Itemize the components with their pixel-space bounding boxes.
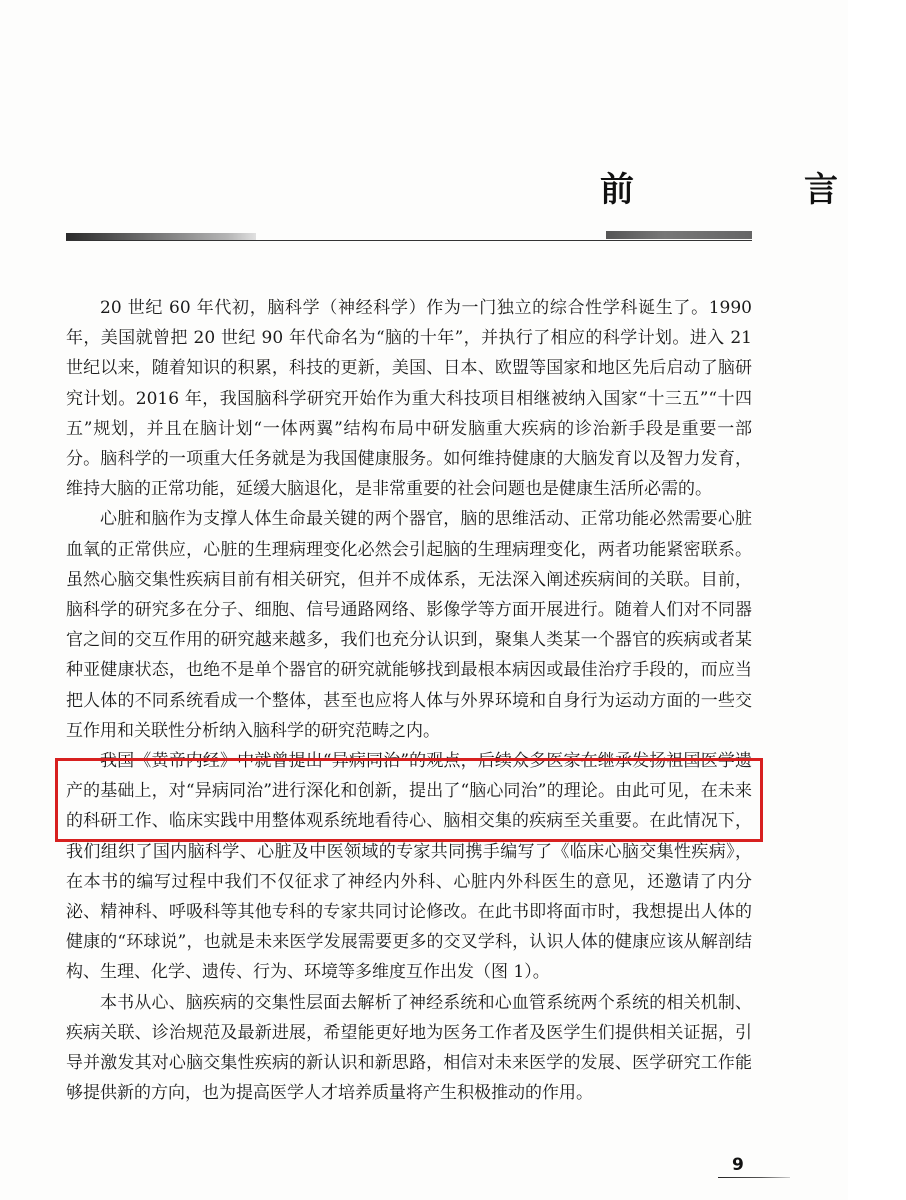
paragraph-2: 心脏和脑作为支撑人体生命最关键的两个器官，脑的思维活动、正常功能必然需要心脏血氧的正常供应，心脏的生理病理变化必然会引起脑的生理病理变化，两者功能紧密联系。虽然心脑交集性疾病目前有相关研究，但并不成体系，无法深入阐述疾病间的关联。目前，脑科学的研究多在分子、细胞、信号通路网络、影像学等方面开展进行。随着人们对不同器官之间的交互作用的研究越来越多，我们也充分认识到，聚集人类某一个器官的疾病或者某种亚健康状态，也绝不是单个器官的研究就能够找到最根本病因或最佳治疗手段的，而应当把人体的不同系统看成一个整体，甚至也应将人体与外界环境和自身行为运动方面的一些交互作用和关联性分析纳入脑科学的研究范畴之内。 bbox=[66, 509, 752, 741]
header-rule-right bbox=[606, 231, 752, 239]
paragraph-4: 本书从心、脑疾病的交集性层面去解析了神经系统和心血管系统两个系统的相关机制、疾病关联、诊治规范及最新进展，希望能更好地为医务工作者及医学生们提供相关证据，引导并激发其对心脑交集性疾病的新认识和新思路，相信对未来医学的发展、医学研究工作能够提供新的方向，也为提高医学人才培养质量将产生积极推动的作用。 bbox=[66, 992, 752, 1104]
paragraph-1: 20 世纪 60 年代初，脑科学（神经科学）作为一门独立的综合性学科诞生了。1990 年，美国就曾把 20 世纪 90 年代命名为“脑的十年”，并执行了相应的科学计划。进入 21 世纪以来，随着知识的积累，科技的更新，美国、日本、欧盟等国家和地区先后启动了脑研究计划。2016 年，我国脑科学研究开始作为重大科技项目相继被纳入国家“十三五”“十四五”规划，并且在脑计划“一体两翼”结构布局中研发脑重大疾病的诊治新手段是重要一部分。脑科学的一项重大任务就是为我国健康服务。如何维持健康的大脑发育以及智力发育，维持大脑的正常功能，延缓大脑退化，是非常重要的社会问题也是健康生活所必需的。 bbox=[66, 298, 752, 500]
page-title: 前 言 bbox=[600, 170, 906, 210]
header-rule-left bbox=[66, 233, 256, 240]
body-text bbox=[66, 293, 752, 1108]
paragraph-3: 我国《黄帝内经》中就曾提出“异病同治”的观点，后续众多医家在继承发扬祖国医学遗产的基础上，对“异病同治”进行深化和创新，提出了“脑心同治”的理论。由此可见，在未来的科研工作、临床实践中用整体观系统地看待心、脑相交集的疾病至关重要。在此情况下，我们组织了国内脑科学、心脏及中医领域的专家共同携手编写了《临床心脑交集性疾病》，在本书的编写过程中我们不仅征求了神经内外科、心脏内外科医生的意见，还邀请了内分泌、精神科、呼吸科等其他专科的专家共同讨论修改。在此书即将面市时，我想提出人体的健康的“环球说”，也就是未来医学发展需要更多的交叉学科，认识人体的健康应该从解剖结构、生理、化学、遗传、行为、环境等多维度互作出发（图 1）。 bbox=[66, 751, 752, 983]
page-number-rule bbox=[718, 1177, 790, 1178]
header-divider bbox=[66, 240, 752, 241]
page-number: 9 bbox=[732, 1155, 744, 1175]
highlight-annotation-box bbox=[55, 758, 763, 842]
